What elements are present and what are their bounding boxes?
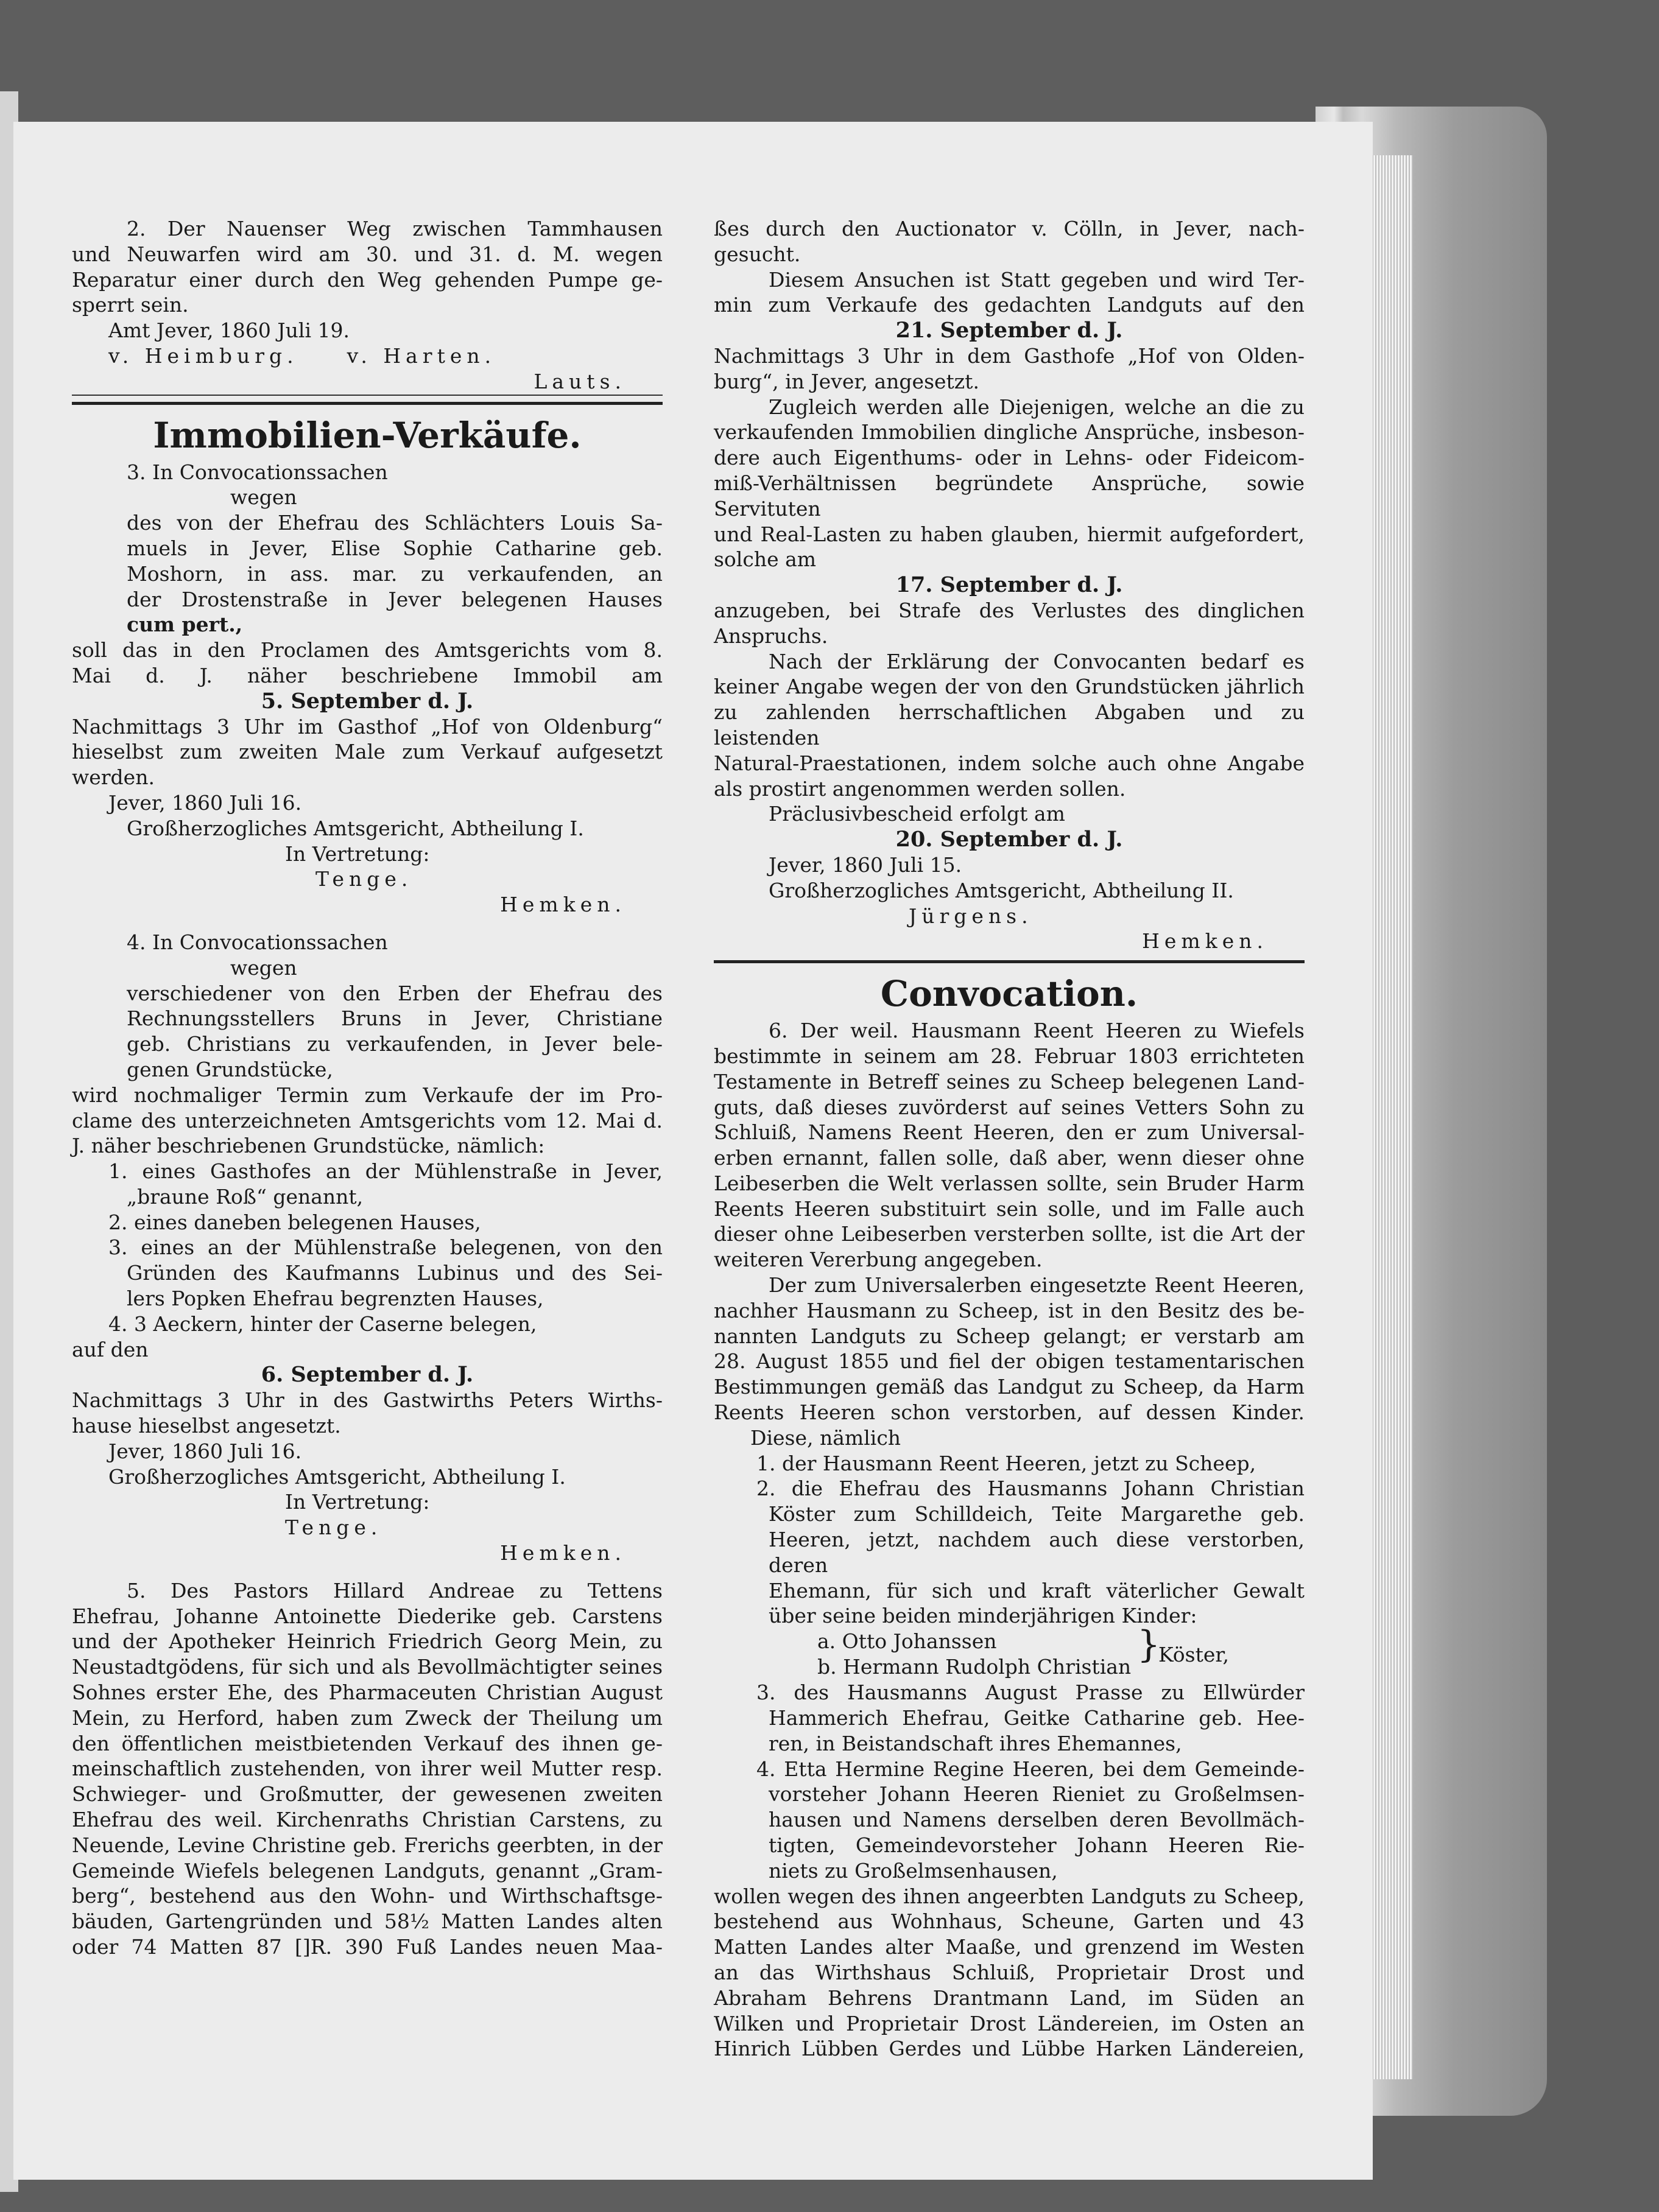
- list-item: Köster zum Schilldeich, Teite Margarethe geb.: [769, 1502, 1305, 1526]
- text-line: Schwieger- und Großmutter, der gewesenen zweiten: [72, 1782, 663, 1806]
- text-line: 3. In Convocationssachen: [127, 460, 388, 484]
- child-name: b. Hermann Rudolph Christian: [817, 1655, 1132, 1679]
- list-item: tigten, Gemeindevorsteher Johann Heeren Rie-: [769, 1833, 1305, 1858]
- auction-date: 6. September d. J.: [261, 1362, 474, 1388]
- text-line: wollen wegen des ihnen angeerbten Landguts zu Scheep,: [714, 1884, 1305, 1908]
- auction-date: 21. September d. J.: [895, 318, 1123, 343]
- text-line: Mein, zu Herford, haben zum Zweck der Theilung um: [72, 1705, 663, 1730]
- text-line: 6. Der weil. Hausmann Reent Heeren zu Wiefels: [769, 1019, 1305, 1043]
- text-line: zu zahlenden herrschaftlichen Abgaben und zu leistenden: [714, 700, 1305, 750]
- text-line: als prostirt angenommen werden sollen.: [714, 776, 1126, 801]
- text-line: Nachmittags 3 Uhr in des Gastwirths Peters Wirths-: [72, 1388, 663, 1413]
- court-name: Großherzogliches Amtsgericht, Abtheilung I.: [127, 816, 584, 840]
- list-item: „braune Roß“ genannt,: [127, 1184, 364, 1209]
- text-line: cum pert.,: [127, 613, 243, 637]
- text-line: oder 74 Matten 87 []R. 390 Fuß Landes neuen Maa-: [72, 1935, 663, 1959]
- claim-deadline-date: 17. September d. J.: [895, 572, 1123, 598]
- text-line: verschiedener von den Erben der Ehefrau des: [127, 981, 663, 1005]
- list-item: 2. die Ehefrau des Hausmanns Johann Christian: [756, 1476, 1305, 1501]
- text-line: weiteren Vererbung angegeben.: [714, 1248, 1043, 1272]
- list-item: 2. eines daneben belegenen Hauses,: [108, 1210, 481, 1234]
- text-line: Rechnungsstellers Bruns in Jever, Christiane: [127, 1006, 663, 1031]
- section-heading: Convocation.: [880, 973, 1138, 1015]
- clerk-signature: Hemken.: [1142, 929, 1268, 953]
- text-line: miß-Verhältnissen begründete Ansprüche, sowie Servituten: [714, 471, 1305, 521]
- notice-6: [714, 1018, 1305, 2062]
- signature: v. Heimburg.: [108, 343, 298, 368]
- text-line: Sohnes erster Ehe, des Pharmaceuten Christian August: [72, 1680, 663, 1705]
- text-line: bäuden, Gartengründen und 58½ Matten Landes alten: [72, 1909, 663, 1934]
- text-line: 4. In Convocationssachen: [127, 930, 388, 954]
- list-item: ren, in Beistandschaft ihres Ehemannes,: [769, 1731, 1182, 1755]
- text-line: Präclusivbescheid erfolgt am: [769, 802, 1065, 826]
- text-line: bestehend aus Wohnhaus, Scheune, Garten und 43: [714, 1909, 1305, 1934]
- signature: v. Harten.: [347, 343, 496, 368]
- text-line: dere auch Eigenthums- oder in Lehns- oder Fideicom-: [714, 446, 1305, 470]
- left-column: [72, 216, 663, 1960]
- text-line: Reparatur einer durch den Weg gehenden Pumpe ge-: [72, 267, 663, 292]
- text-line: berg“, bestehend aus den Wohn- und Wirthschaftsge-: [72, 1884, 663, 1908]
- text-line: an das Wirthshaus Schluiß, Proprietair Drost und: [714, 1961, 1305, 1984]
- court-name: Großherzogliches Amtsgericht, Abtheilung I.: [108, 1464, 566, 1489]
- list-item: Gründen des Kaufmanns Lubinus und des Sei-: [127, 1261, 663, 1285]
- list-item: lers Popken Ehefrau begrenzten Hauses,: [127, 1287, 544, 1311]
- text-line: sperrt sein.: [72, 293, 189, 317]
- text-line: dieser ohne Leibeserben versterben sollte, ist die Art der: [714, 1222, 1305, 1246]
- text-line: keiner Angabe wegen der von den Grundstücken jährlich: [714, 675, 1305, 699]
- list-item: niets zu Großelmsenhausen,: [769, 1858, 1058, 1883]
- text-line: Testamente in Betreff seines zu Scheep belegenen Land-: [714, 1069, 1305, 1094]
- signature: Jürgens.: [909, 904, 1033, 928]
- text-line: Moshorn, in ass. mar. zu verkaufenden, an: [127, 561, 663, 586]
- deputy-label: In Vertretung:: [285, 841, 430, 866]
- text-line: auf den: [72, 1337, 149, 1361]
- text-line: Abraham Behrens Drantmann Land, im Süden an: [714, 1986, 1305, 2010]
- text-line: geb. Christians zu verkaufenden, in Jever bele-: [127, 1032, 663, 1056]
- section-heading: Immobilien-Verkäufe.: [153, 414, 582, 456]
- place-date: Jever, 1860 Juli 16.: [108, 790, 302, 815]
- notice-2: [72, 216, 663, 396]
- text-line: min zum Verkaufe des gedachten Landguts auf den: [714, 293, 1305, 317]
- section-divider: [72, 402, 663, 405]
- list-item: 4. 3 Aeckern, hinter der Caserne belegen,: [108, 1311, 537, 1336]
- text-line: 5. Des Pastors Hillard Andreae zu Tettens: [127, 1578, 663, 1603]
- text-line: Natural-Praestationen, indem solche auch ohne Angabe: [714, 751, 1305, 775]
- text-line: und Neuwarfen wird am 30. und 31. d. M. wegen: [72, 242, 663, 266]
- text-line: Schluiß, Namens Reent Heeren, den er zum Universal-: [714, 1120, 1305, 1145]
- text-line: wegen: [230, 485, 297, 510]
- text-line: und Real-Lasten zu haben glauben, hiermit aufgefordert,: [714, 522, 1305, 546]
- text-line: Ehefrau, Johanne Antoinette Diederike geb. Carstens: [72, 1604, 663, 1628]
- text-line: hieselbst zum zweiten Male zum Verkauf aufgesetzt: [72, 740, 663, 764]
- place-date: Jever, 1860 Juli 16.: [108, 1439, 302, 1463]
- preclusion-date: 20. September d. J.: [895, 827, 1123, 852]
- clerk-signature: Lauts.: [72, 369, 663, 396]
- signatures: [72, 343, 663, 369]
- text-line: wegen: [230, 955, 297, 980]
- children-surname: Köster,: [1158, 1643, 1229, 1667]
- text-line: Mai d. J. näher beschriebene Immobil am: [72, 663, 663, 687]
- text-line: wird nochmaliger Termin zum Verkaufe der im Pro-: [72, 1083, 663, 1107]
- clerk-signature: Hemken.: [500, 893, 626, 917]
- text-line: clame des unterzeichneten Amtsgerichts vom 12. Mai d.: [72, 1108, 663, 1132]
- text-line: Diesem Ansuchen ist Statt gegeben und wird Ter-: [769, 267, 1305, 292]
- newspaper-page: [13, 122, 1373, 2180]
- list-item: 3. eines an der Mühlenstraße belegenen, von den: [108, 1235, 663, 1260]
- text-line: nannten Landguts zu Scheep gelangt; er verstarb am: [714, 1324, 1305, 1348]
- text-line: werden.: [72, 765, 155, 790]
- text-line: Neustadtgödens, für sich und als Bevollmächtigter seines: [72, 1655, 663, 1679]
- text-line: soll das in den Proclamen des Amtsgerichts vom 8.: [72, 638, 663, 662]
- text-line: Ehefrau des weil. Kirchenraths Christian Carstens, zu: [72, 1808, 663, 1832]
- text-line: Wilken und Proprietair Drost Ländereien, im Osten an: [714, 2011, 1305, 2035]
- section-divider: [714, 960, 1305, 963]
- text-line: burg“, in Jever, angesetzt.: [714, 369, 979, 393]
- text-line: J. näher beschriebenen Grundstücke, nämlich:: [72, 1134, 545, 1158]
- place-date: Jever, 1860 Juli 15.: [769, 852, 962, 877]
- place-date: Amt Jever, 1860 Juli 19.: [108, 318, 350, 343]
- text-line: Reents Heeren schon verstorben, auf dessen Kinder.: [714, 1400, 1305, 1425]
- text-line: ßes durch den Auctionator v. Cölln, in Jever, nach-: [714, 217, 1305, 241]
- notice-5: [72, 1578, 663, 1960]
- brace-symbol: }: [1137, 1623, 1161, 1666]
- text-line: des von der Ehefrau des Schlächters Louis Sa-: [127, 511, 663, 535]
- text-line: Nach der Erklärung der Convocanten bedarf es: [769, 649, 1305, 673]
- text-line: Hinrich Lübben Gerdes und Lübbe Harken Ländereien,: [714, 2037, 1305, 2061]
- text-line: Zugleich werden alle Diejenigen, welche an die zu: [769, 395, 1305, 419]
- list-item: 1. eines Gasthofes an der Mühlenstraße in Jever,: [108, 1159, 663, 1184]
- text-line: Anspruchs.: [714, 623, 828, 648]
- signature: Tenge.: [285, 1515, 382, 1540]
- text-line: muels in Jever, Elise Sophie Catharine geb.: [127, 536, 663, 560]
- text-line: der Drostenstraße in Jever belegenen Hauses: [127, 587, 663, 611]
- right-column: [714, 216, 1305, 2062]
- list-item: 1. der Hausmann Reent Heeren, jetzt zu Scheep,: [756, 1451, 1256, 1475]
- text-line: genen Grundstücke,: [127, 1057, 333, 1081]
- list-item: 3. des Hausmanns August Prasse zu Ellwürder: [756, 1680, 1305, 1705]
- text-line: Neuende, Levine Christine geb. Frerichs geerbten, in der: [72, 1833, 663, 1857]
- list-item: hausen und Namens derselben deren Bevollmäch-: [769, 1808, 1305, 1832]
- text-line: Bestimmungen gemäß das Landgut zu Scheep, da Harm: [714, 1375, 1305, 1399]
- text-line: anzugeben, bei Strafe des Verlustes des dinglichen: [714, 598, 1305, 622]
- text-line: meinschaftlich zustehenden, von ihrer weil Mutter resp.: [72, 1757, 663, 1781]
- text-line: Nachmittags 3 Uhr im Gasthof „Hof von Oldenburg“: [72, 714, 663, 739]
- notice-3: [72, 460, 663, 918]
- text-line: hause hieselbst angesetzt.: [72, 1414, 341, 1438]
- list-item: 4. Etta Hermine Regine Heeren, bei dem Gemeinde-: [756, 1757, 1305, 1781]
- text-line: Reents Heeren substituirt sein solle, und im Falle auch: [714, 1196, 1305, 1221]
- list-item: vorsteher Johann Heeren Rieniet zu Großelmsen-: [769, 1782, 1305, 1806]
- list-item: über seine beiden minderjährigen Kinder:: [769, 1604, 1197, 1628]
- children-list: [714, 1623, 1305, 1680]
- list-item: Ehemann, für sich und kraft väterlicher Gewalt: [769, 1578, 1305, 1603]
- text-line: guts, daß dieses zuvörderst auf seines Vetters Sohn zu: [714, 1095, 1305, 1119]
- deputy-label: In Vertretung:: [285, 1490, 430, 1514]
- court-name: Großherzogliches Amtsgericht, Abtheilung II.: [769, 878, 1234, 902]
- text-line: 28. August 1855 und fiel der obigen testamentarischen: [714, 1349, 1305, 1374]
- text-line: Gemeinde Wiefels belegenen Landguts, genannt „Gram-: [72, 1858, 663, 1883]
- notice-4: [72, 930, 663, 1566]
- text-line: bestimmte in seinem am 28. Februar 1803 errichteten: [714, 1044, 1305, 1068]
- text-line: und der Apotheker Heinrich Friedrich Georg Mein, zu: [72, 1629, 663, 1654]
- text-line: Leibeserben die Welt verlassen sollte, sein Bruder Harm: [714, 1171, 1305, 1195]
- auction-date: 5. September d. J.: [261, 688, 474, 714]
- text-line: den öffentlichen meistbietenden Verkauf des ihnen ge-: [72, 1731, 663, 1755]
- text-line: Nachmittags 3 Uhr in dem Gasthofe „Hof von Olden-: [714, 343, 1305, 368]
- list-item: Hammerich Ehefrau, Geitke Catharine geb. Hee-: [769, 1706, 1305, 1730]
- text-line: Der zum Universalerben eingesetzte Reent Heeren,: [769, 1273, 1305, 1297]
- notice-5-continued: [714, 216, 1305, 954]
- signature: Tenge.: [315, 867, 413, 891]
- child-name: a. Otto Johanssen: [817, 1629, 997, 1654]
- text-line: gesucht.: [714, 242, 801, 266]
- text-line: verkaufenden Immobilien dingliche Ansprüche, insbeson-: [714, 420, 1305, 444]
- text-line: solche am: [714, 547, 817, 572]
- text-line: Diese, nämlich: [750, 1425, 901, 1450]
- clerk-signature: Hemken.: [500, 1541, 626, 1565]
- text-line: erben ernannt, fallen solle, daß aber, wenn dieser ohne: [714, 1146, 1305, 1170]
- list-item: Heeren, jetzt, nachdem auch diese verstorben, deren: [769, 1528, 1305, 1577]
- text-line: nachher Hausmann zu Scheep, ist in den Besitz des be-: [714, 1298, 1305, 1322]
- text-line: 2. Der Nauenser Weg zwischen Tammhausen: [127, 217, 663, 241]
- text-line: Matten Landes alter Maaße, und grenzend im Westen: [714, 1935, 1305, 1959]
